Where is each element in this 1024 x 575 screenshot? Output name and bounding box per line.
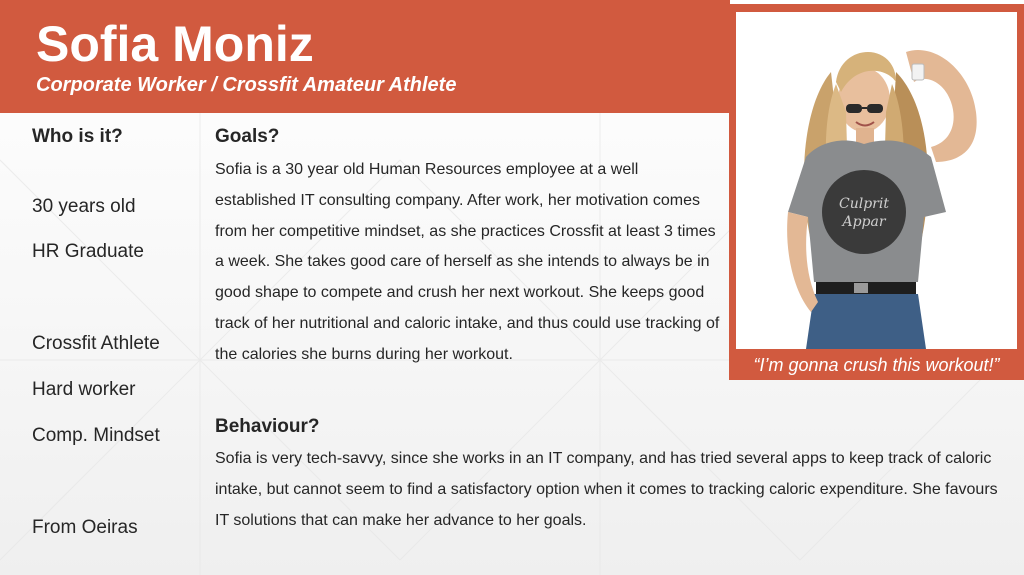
persona-name: Sofia Moniz bbox=[36, 16, 314, 72]
trait-education: HR Graduate bbox=[32, 241, 144, 262]
persona-photo bbox=[736, 12, 1017, 349]
behaviour-heading: Behaviour? bbox=[215, 416, 320, 437]
photo-frame bbox=[729, 4, 1024, 380]
trait-athlete: Crossfit Athlete bbox=[32, 333, 160, 354]
behaviour-text: Sofia is very tech-savvy, since she works in an IT company, and has tried several apps to keep track of caloric intake, but cannot seem to find a satisfactory option when it comes to tracking caloric expenditure. She favours IT solutions that can make her advance to her goals. bbox=[215, 450, 998, 529]
shirt-graphic-text: Culprit bbox=[839, 196, 889, 212]
goals-heading: Goals? bbox=[215, 126, 280, 147]
trait-location: From Oeiras bbox=[32, 517, 138, 538]
trait-work-ethic: Hard worker bbox=[32, 379, 136, 400]
trait-mindset: Comp. Mindset bbox=[32, 425, 160, 446]
header-banner bbox=[0, 0, 730, 113]
trait-age: 30 years old bbox=[32, 196, 136, 217]
goals-text: Sofia is a 30 year old Human Resources employee at a well established IT consulting company. After work, her motivation comes from her competitive mindset, as she practices Crossfit at least 3 times a week. She takes good care of herself as she intends to always be in good shape to compete and crush her next workout. She keeps good track of her nutritional and caloric intake, and thus could use tracking of the calories she burns during her workout. bbox=[215, 161, 720, 363]
shirt-graphic-text: Appar bbox=[842, 214, 886, 230]
persona-photo-illustration bbox=[736, 12, 1017, 349]
persona-role: Corporate Worker / Crossfit Amateur Athlete bbox=[36, 74, 457, 96]
persona-quote: “I’m gonna crush this workout!” bbox=[753, 355, 1000, 375]
who-heading: Who is it? bbox=[32, 126, 123, 147]
